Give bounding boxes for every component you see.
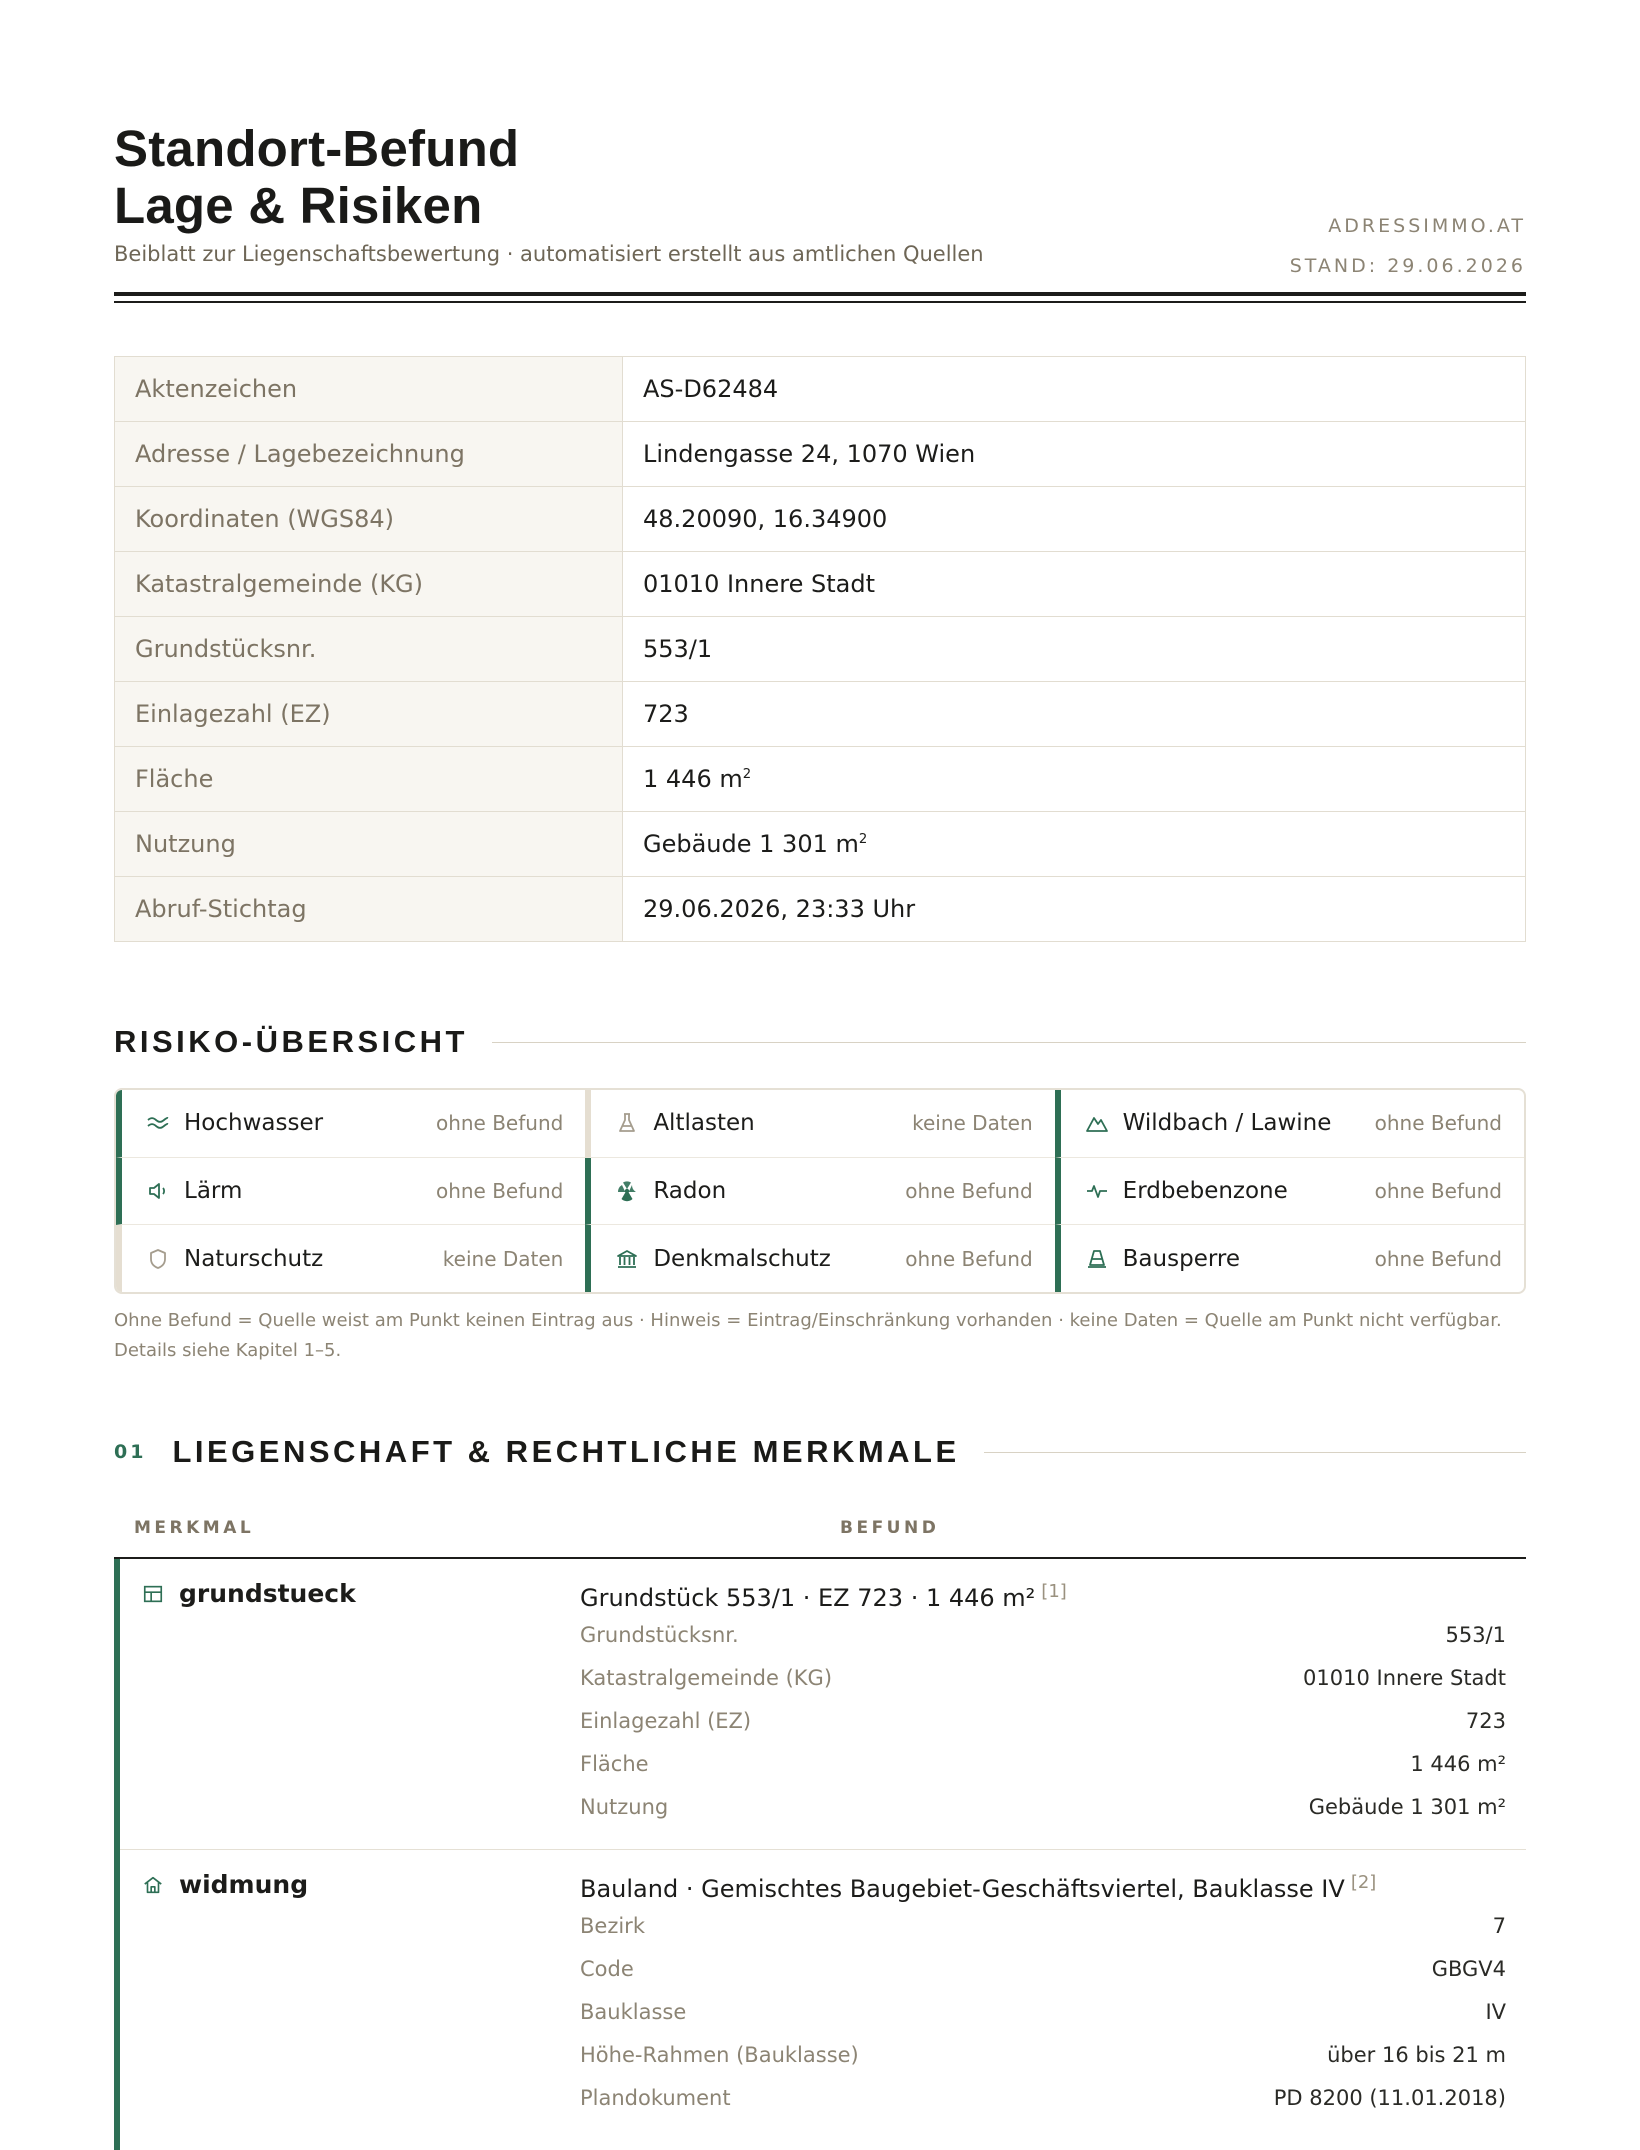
fact-value [623, 617, 1526, 682]
fact-label: Einlagezahl (EZ) [115, 682, 623, 747]
fact-label: Fläche [115, 747, 623, 812]
risk-name: Denkmalschutz [653, 1245, 831, 1272]
fact-value-text: Lindengasse 24, 1070 Wien [643, 440, 976, 468]
risk-item [1055, 1158, 1524, 1226]
risk-status: ohne Befund [1374, 1178, 1502, 1203]
fact-value-text: 553/1 [643, 635, 713, 663]
detail-value: 1 446 m² [1410, 1752, 1506, 1776]
monument-icon [615, 1247, 639, 1271]
header-rule [114, 292, 1526, 303]
facts-row [115, 552, 1526, 617]
fact-value-superscript: 2 [858, 832, 868, 847]
fact-value-text: AS-D62484 [643, 375, 779, 403]
detail-key: Einlagezahl (EZ) [580, 1709, 752, 1733]
fact-value [623, 812, 1526, 877]
feature-name: widmung [179, 1870, 309, 1899]
feature-findings [580, 1581, 1506, 1829]
feature-name: grundstueck [179, 1579, 356, 1608]
feature-headline [580, 1581, 1506, 1612]
facts-row [115, 877, 1526, 942]
risk-item [1055, 1225, 1524, 1292]
radiation-icon [615, 1179, 639, 1203]
feature-block-widmung [114, 1850, 1526, 2150]
facts-row [115, 357, 1526, 422]
detail-key: Grundstücksnr. [580, 1623, 739, 1647]
section-divider [492, 1042, 1526, 1043]
risk-name: Altlasten [653, 1110, 755, 1137]
fact-value [623, 552, 1526, 617]
risk-status: ohne Befund [435, 1111, 564, 1136]
risk-name: Lärm [184, 1177, 243, 1204]
feature-label [142, 1870, 308, 1899]
stand-date: STAND: 29.06.2026 [1289, 255, 1526, 277]
detail-key: Code [580, 1957, 634, 1981]
risk-name: Radon [653, 1177, 727, 1204]
fact-value-superscript: 2 [742, 767, 752, 782]
detail-value: 553/1 [1445, 1623, 1506, 1647]
detail-value: IV [1485, 2000, 1506, 2024]
risk-item [585, 1225, 1054, 1292]
report-subtitle: Beiblatt zur Liegenschaftsbewertung · automatisiert erstellt aus amtlichen Quellen [114, 242, 984, 266]
fact-label: Koordinaten (WGS84) [115, 487, 623, 552]
fact-value [623, 682, 1526, 747]
detail-key: Höhe-Rahmen (Bauklasse) [580, 2043, 859, 2067]
fact-value-text: 723 [643, 700, 689, 728]
flask-icon [615, 1111, 639, 1135]
section-divider [984, 1452, 1526, 1453]
risk-name: Naturschutz [184, 1245, 324, 1272]
fact-label: Aktenzeichen [115, 357, 623, 422]
detail-value: Gebäude 1 301 m² [1308, 1795, 1506, 1819]
fact-label: Abruf-Stichtag [115, 877, 623, 942]
detail-row [580, 1948, 1506, 1991]
detail-key: Katastralgemeinde (KG) [580, 1666, 833, 1690]
fact-label: Adresse / Lagebezeichnung [115, 422, 623, 487]
detail-row [580, 1786, 1506, 1829]
mountain-icon [1085, 1111, 1109, 1135]
detail-row [580, 1743, 1506, 1786]
feature-headline [580, 1872, 1506, 1903]
risk-item [585, 1158, 1054, 1226]
source-reference: [1] [1041, 1581, 1067, 1602]
fact-value-text: 29.06.2026, 23:33 Uhr [643, 895, 916, 923]
feature-headline-text: Bauland · Gemischtes Baugebiet-Geschäftsviertel, Bauklasse IV [580, 1875, 1345, 1903]
detail-value: 723 [1465, 1709, 1506, 1733]
risk-item [1055, 1090, 1524, 1158]
risk-status: ohne Befund [905, 1178, 1033, 1203]
feature-detail-list [580, 1905, 1506, 2120]
title-line-2: Lage & Risiken [114, 177, 483, 234]
fact-label: Katastralgemeinde (KG) [115, 552, 623, 617]
risk-overview-grid [114, 1088, 1526, 1294]
detail-row [580, 1991, 1506, 2034]
detail-value: 7 [1492, 1914, 1506, 1938]
fact-value-text: 48.20090, 16.34900 [643, 505, 888, 533]
detail-value: 01010 Innere Stadt [1303, 1666, 1506, 1690]
facts-row [115, 812, 1526, 877]
detail-value: über 16 bis 21 m [1327, 2043, 1506, 2067]
risk-status: ohne Befund [1374, 1111, 1502, 1136]
title-line-1: Standort-Befund [114, 120, 520, 177]
feature-headline-text: Grundstück 553/1 · EZ 723 · 1 446 m² [580, 1584, 1036, 1612]
facts-row [115, 682, 1526, 747]
fact-value-text: 1 446 m [643, 765, 743, 793]
detail-value: PD 8200 (11.01.2018) [1273, 2086, 1506, 2110]
feature-label [142, 1579, 356, 1608]
speaker-icon [146, 1179, 170, 1203]
risk-item [116, 1158, 585, 1226]
risk-section-title: RISIKO-ÜBERSICHT [114, 1024, 468, 1059]
detail-key: Fläche [580, 1752, 649, 1776]
report-meta [1290, 206, 1526, 286]
section-number: 01 [114, 1441, 147, 1463]
detail-row [580, 2034, 1506, 2077]
detail-key: Plandokument [580, 2086, 731, 2110]
detail-row [580, 1700, 1506, 1743]
risk-name: Erdbebenzone [1122, 1177, 1288, 1204]
detail-key: Bauklasse [580, 2000, 687, 2024]
section-1-title: LIEGENSCHAFT & RECHTLICHE MERKMALE [172, 1434, 960, 1469]
risk-name: Hochwasser [184, 1110, 324, 1137]
risk-status: ohne Befund [435, 1178, 564, 1203]
brand-label: ADRESSIMMO.AT [1328, 215, 1526, 237]
facts-row [115, 617, 1526, 682]
risk-item [585, 1090, 1054, 1158]
risk-item [116, 1090, 585, 1158]
detail-key: Nutzung [580, 1795, 669, 1819]
source-reference: [2] [1350, 1872, 1377, 1893]
facts-table [114, 356, 1526, 942]
barrier-icon [1085, 1247, 1109, 1271]
risk-status: ohne Befund [905, 1246, 1033, 1271]
house-icon [142, 1874, 164, 1896]
risk-status: ohne Befund [1374, 1246, 1502, 1271]
facts-row [115, 422, 1526, 487]
fact-value [623, 487, 1526, 552]
risk-legend: Ohne Befund = Quelle weist am Punkt keinen Eintrag aus · Hinweis = Eintrag/Einschränkung vorhanden · keine Daten = Quelle am Punkt nicht verfügbar. Details siehe Kapitel 1–5. [114, 1310, 1502, 1361]
shield-icon [146, 1247, 170, 1271]
risk-status: keine Daten [912, 1111, 1033, 1136]
detail-row [580, 1614, 1506, 1657]
waves-icon [146, 1111, 170, 1135]
facts-row [115, 487, 1526, 552]
feature-detail-list [580, 1614, 1506, 1829]
fact-value [623, 877, 1526, 942]
risk-status: keine Daten [442, 1246, 564, 1271]
fact-value [623, 357, 1526, 422]
fact-value-text: 01010 Innere Stadt [643, 570, 875, 598]
risk-section-heading [114, 1024, 1526, 1060]
fact-label: Grundstücksnr. [115, 617, 623, 682]
fact-label: Nutzung [115, 812, 623, 877]
fact-value [623, 747, 1526, 812]
parcel-icon [142, 1583, 164, 1605]
feature-block-grundstueck [114, 1559, 1526, 1850]
facts-row [115, 747, 1526, 812]
fact-value-text: Gebäude 1 301 m [643, 830, 859, 858]
risk-item [116, 1225, 585, 1292]
detail-key: Bezirk [580, 1914, 645, 1938]
detail-row [580, 2077, 1506, 2120]
report-header [114, 120, 1526, 277]
section-1-heading [114, 1434, 1526, 1470]
risk-name: Bausperre [1122, 1245, 1240, 1272]
detail-value: GBGV4 [1431, 1957, 1506, 1981]
detail-row [580, 1905, 1506, 1948]
column-header-befund: BEFUND [840, 1518, 940, 1538]
detail-row [580, 1657, 1506, 1700]
fact-value [623, 422, 1526, 487]
risk-name: Wildbach / Lawine [1122, 1110, 1332, 1137]
column-header-merkmal: MERKMAL [134, 1518, 255, 1538]
feature-findings [580, 1872, 1506, 2120]
pulse-icon [1085, 1179, 1109, 1203]
